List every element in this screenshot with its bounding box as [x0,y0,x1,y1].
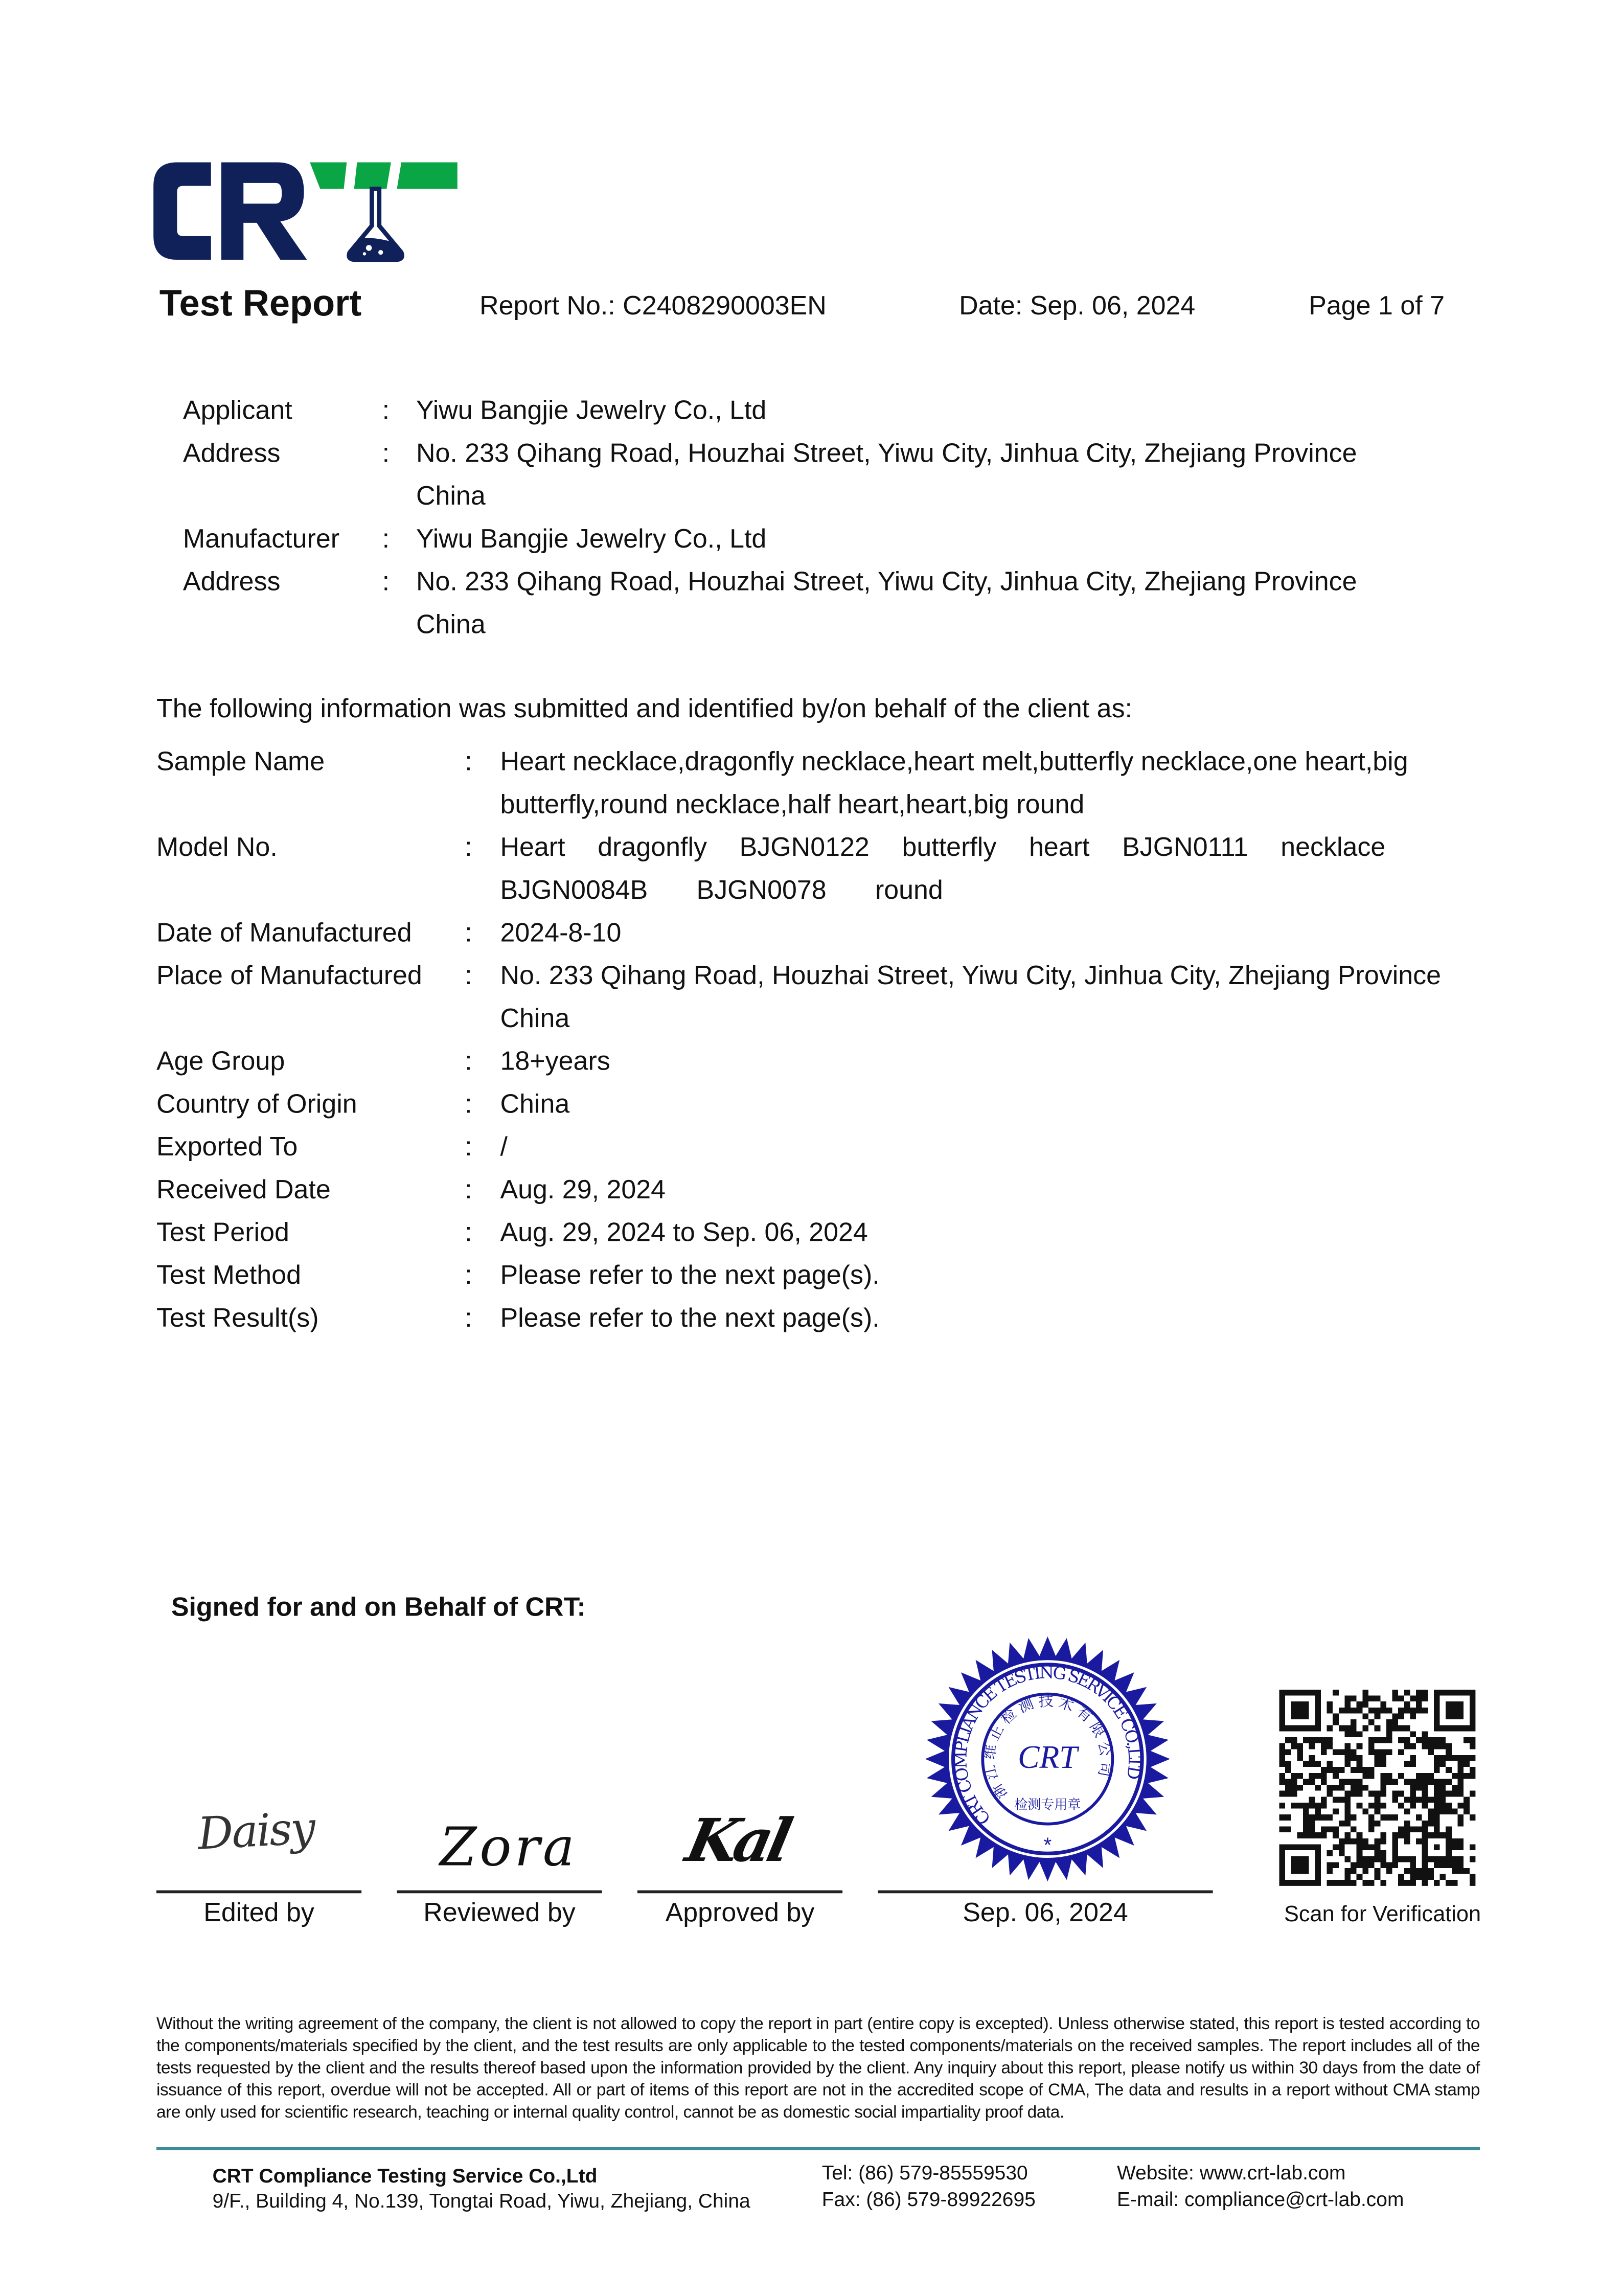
test-result-s-label: Test Result(s) [156,1303,319,1333]
company-seal-stamp [924,1635,1172,1883]
applicant-value: Yiwu Bangjie Jewelry Co., Ltd [416,395,767,425]
sample-name-label: Sample Name [156,746,325,777]
manufacturer-address-line2: China [416,609,486,639]
colon: : [382,566,390,597]
test-result-s-value-line1: Please refer to the next page(s). [500,1303,880,1333]
colon: : [465,961,472,990]
applicant-address-line2: China [416,481,486,511]
footer-divider [156,2147,1480,2150]
stamp-outer-text: CRT COMPLIANCE TESTING SERVICE CO.,LTD [950,1662,1145,1829]
manufacturer-label: Manufacturer [182,524,340,554]
colon: : [382,524,390,554]
colon: : [465,832,472,862]
disclaimer-text: Without the writing agreement of the company, the client is not allowed to copy the report in part (entire copy is excepted). Unless otherwise stated, this report is tested according to the components/materials specified by the client, and the test results are only applicable to the tested components/materials on the received samples. The report includes all of the tests requested by the client and the results thereof based upon the information provided by the client. Any inquiry about this report, please notify us within 30 days from the date of issuance of this report, overdue will not be accepted. All or part of items of this report are not in the accredited scope of CMA, The data and results in a report without CMA stamp are only used for scientific research, teaching or internal quality control, cannot be as domestic social impartiality proof data. [156,2014,1480,2122]
crt-logo [148,160,461,266]
stamp-star-icon: * [1043,1833,1052,1857]
exported-to-value-line1: / [500,1131,508,1162]
colon: : [465,1089,472,1119]
country-of-origin-label: Country of Origin [156,1089,357,1119]
sample-name-value-line1: Heart necklace,dragonfly necklace,heart melt,butterfly necklace,one heart,big [500,746,1408,777]
model-no-value-line2: BJGN0084B BJGN0078 round [500,875,943,905]
footer-website[interactable]: Website: www.crt-lab.com [1117,2162,1346,2184]
test-period-value-line1: Aug. 29, 2024 to Sep. 06, 2024 [500,1217,868,1247]
signature-line-edited [156,1890,361,1892]
age-group-label: Age Group [156,1046,285,1076]
sample-name-value-line2: butterfly,round necklace,half heart,heart,big round [500,789,1085,819]
signature-daisy: Daisy [196,1803,315,1861]
signature-line-reviewed [397,1890,602,1892]
colon: : [465,1046,472,1076]
intro-text: The following information was submitted and identified by/on behalf of the client as: [156,693,1132,723]
test-period-label: Test Period [156,1217,289,1247]
report-date: Date: Sep. 06, 2024 [959,290,1196,321]
applicant-address-line1: No. 233 Qihang Road, Houzhai Street, Yiwu City, Jinhua City, Zhejiang Province [416,438,1357,468]
verification-qr-code[interactable] [1279,1690,1476,1886]
stamp-center-text: CRT [1018,1738,1078,1775]
scan-for-verification-label: Scan for Verification [1284,1902,1481,1927]
footer-fax: Fax: (86) 579-89922695 [821,2188,1036,2211]
manufacturer-address-line1: No. 233 Qihang Road, Houzhai Street, Yiwu City, Jinhua City, Zhejiang Province [416,566,1357,597]
colon: : [465,1217,472,1247]
exported-to-label: Exported To [156,1131,298,1162]
approved-by-label: Approved by [665,1897,815,1927]
test-method-value-line1: Please refer to the next page(s). [500,1260,880,1290]
page-number: Page 1 of 7 [1309,290,1445,321]
received-date-label: Received Date [156,1174,331,1204]
signature-zora: Zora [440,1818,578,1879]
test-method-label: Test Method [156,1260,302,1290]
place-of-manufactured-label: Place of Manufactured [156,961,422,990]
manufacturer-value: Yiwu Bangjie Jewelry Co., Ltd [416,524,767,554]
received-date-value-line1: Aug. 29, 2024 [500,1174,666,1204]
edited-by-label: Edited by [203,1897,314,1927]
signature-date: Sep. 06, 2024 [963,1897,1128,1927]
model-no-label: Model No. [156,832,278,862]
document-title: Test Report [159,283,362,325]
date-of-manufactured-value-line1: 2024-8-10 [500,918,622,948]
applicant-address-label: Address [182,438,281,468]
signed-heading: Signed for and on Behalf of CRT: [171,1592,586,1622]
country-of-origin-value-line1: China [500,1089,570,1119]
signature-line-approved [637,1890,842,1892]
place-of-manufactured-value-line2: China [500,1003,570,1033]
footer-tel: Tel: (86) 579-85559530 [821,2162,1028,2184]
footer-company: CRT Compliance Testing Service Co.,Ltd [212,2165,598,2187]
colon: : [465,1131,472,1162]
colon: : [465,1260,472,1290]
stamp-inner-text: 浙江维正检测技术有限公司 [980,1692,1115,1803]
footer-email[interactable]: E-mail: compliance@crt-lab.com [1117,2188,1404,2211]
signature-kal: Kal [680,1806,794,1876]
footer-address: 9/F., Building 4, No.139, Tongtai Road, Yiwu, Zhejiang, China [212,2190,750,2212]
age-group-value-line1: 18+years [500,1046,610,1076]
manufacturer-address-label: Address [182,566,281,597]
colon: : [465,1303,472,1333]
place-of-manufactured-value-line1: No. 233 Qihang Road, Houzhai Street, Yiwu City, Jinhua City, Zhejiang Province [500,961,1442,990]
signature-line-date [878,1890,1213,1892]
stamp-bottom-text: 检测专用章 [1014,1797,1081,1812]
colon: : [465,746,472,777]
report-number: Report No.: C2408290003EN [479,290,827,321]
colon: : [382,395,390,425]
applicant-label: Applicant [182,395,292,425]
reviewed-by-label: Reviewed by [423,1897,576,1927]
colon: : [465,918,472,948]
model-no-value-line1: Heart dragonfly BJGN0122 butterfly heart BJGN0111 necklace [500,832,1386,862]
colon: : [465,1174,472,1204]
date-of-manufactured-label: Date of Manufactured [156,918,412,948]
colon: : [382,438,390,468]
